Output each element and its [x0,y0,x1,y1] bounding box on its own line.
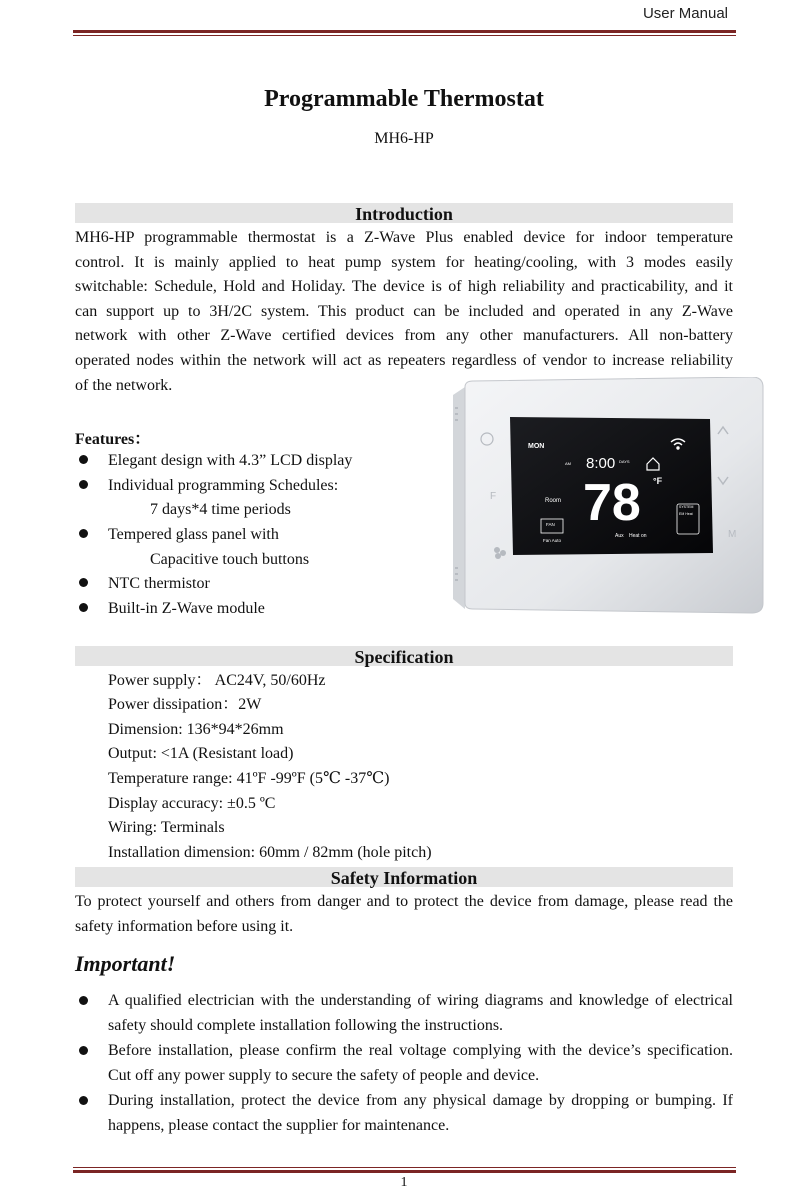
lcd-days-label: DAYS [619,459,630,464]
spec-row: Dimension: 136*94*26mm [108,721,284,738]
lcd-aux-label: Aux [615,533,624,539]
introduction-paragraph [75,226,733,398]
intro-line: network with other Z-Wave certified devices from any other manufacturers. All non-battery [75,327,733,345]
bullet-icon [79,455,88,464]
intro-line: MH6-HP programmable thermostat is a Z-Wave Plus enabled device for indoor temperature [75,229,733,246]
intro-line: of the network. [75,376,173,394]
lcd-temperature: 78 [583,474,641,532]
bullet-icon [79,1046,88,1055]
intro-line: operated nodes within the network will act as repeaters regardless of vendor to increase reliability [75,351,733,369]
safety-line: safety information before using it. [75,917,294,935]
document-title: Programmable Thermostat [264,86,544,112]
header-rule [73,30,736,33]
safety-bullet: During installation, protect the device from any physical damage by dropping or bumping. If happens, please contact the supplier for maintenance. [75,1088,733,1138]
feature-item: Elegant design with 4.3” LCD display [75,449,352,473]
safety-line: To protect yourself and others from danger and to protect the device from damage, please read the [75,893,733,910]
bullet-icon [79,1096,88,1105]
lcd-system-mode: EM Heat [679,512,693,516]
introduction-heading: Introduction [75,203,733,223]
lcd-unit: °F [653,476,663,486]
lcd-ampm: AM [565,461,571,466]
features-title: Features： [75,431,151,448]
header-label: User Manual [642,5,728,22]
feature-item: Built-in Z-Wave module [75,597,265,621]
safety-heading: Safety Information [75,867,733,887]
feature-subitem: Capacitive touch buttons [150,551,310,568]
footer-rule-thin [73,1167,736,1168]
bullet-icon [79,480,88,489]
safety-bullet: Before installation, please confirm the real voltage complying with the device’s specification. Cut off any power supply to secure the safety of people and device. [75,1038,733,1088]
spec-row: Wiring: Terminals [108,819,225,836]
lcd-system-label: SYSTEM [679,505,694,509]
lcd-time: 8:00 [586,455,616,472]
lcd-fan-label: FAN [546,522,555,527]
lcd-fan-mode: Fan Auto [543,538,562,543]
intro-line: switchable: Schedule, Hold and Holiday. The device is of high reliability and practicability, and it [75,278,733,296]
footer-rule [73,1170,736,1173]
spec-row: Power dissipation：2W [108,696,262,713]
feature-subitem: 7 days*4 time periods [150,501,291,518]
lcd-room-label: Room [545,498,562,504]
model-number: MH6-HP [374,130,434,147]
spec-row: Power supply： AC24V, 50/60Hz [108,672,326,689]
lcd-heat-status: Heat on [629,533,647,539]
spec-row: Output: <1A (Resistant load) [108,745,294,762]
bullet-icon [79,578,88,587]
f-button-label: F [490,491,497,502]
feature-item: Tempered glass panel with [75,523,279,547]
safety-paragraph [75,890,733,939]
page-number: 1 [400,1175,408,1190]
spec-row: Display accuracy: ±0.5 ºC [108,795,276,812]
bullet-icon [79,603,88,612]
feature-item: Individual programming Schedules: [75,474,338,498]
lcd-day: MON [528,443,545,450]
feature-item: NTC thermistor [75,572,210,596]
m-button-label: M [728,529,737,540]
intro-line: control. It is mainly applied to heat pump system for heating/cooling, with 3 modes easily [75,253,733,271]
important-heading: Important! [75,951,176,976]
bullet-icon [79,529,88,538]
specification-heading: Specification [75,646,733,666]
thermostat-image [447,377,765,615]
intro-line: can support up to 3H/2C system. This product can be included and operated in any Z-Wave [75,302,733,320]
spec-row: Temperature range: 41ºF -99ºF (5℃ -37℃) [108,770,390,787]
spec-row: Installation dimension: 60mm / 82mm (hole pitch) [108,844,432,861]
bullet-icon [79,996,88,1005]
header-rule-thin [73,35,736,36]
safety-bullet: A qualified electrician with the understanding of wiring diagrams and knowledge of electrical safety should complete installation following the instructions. [75,988,733,1038]
